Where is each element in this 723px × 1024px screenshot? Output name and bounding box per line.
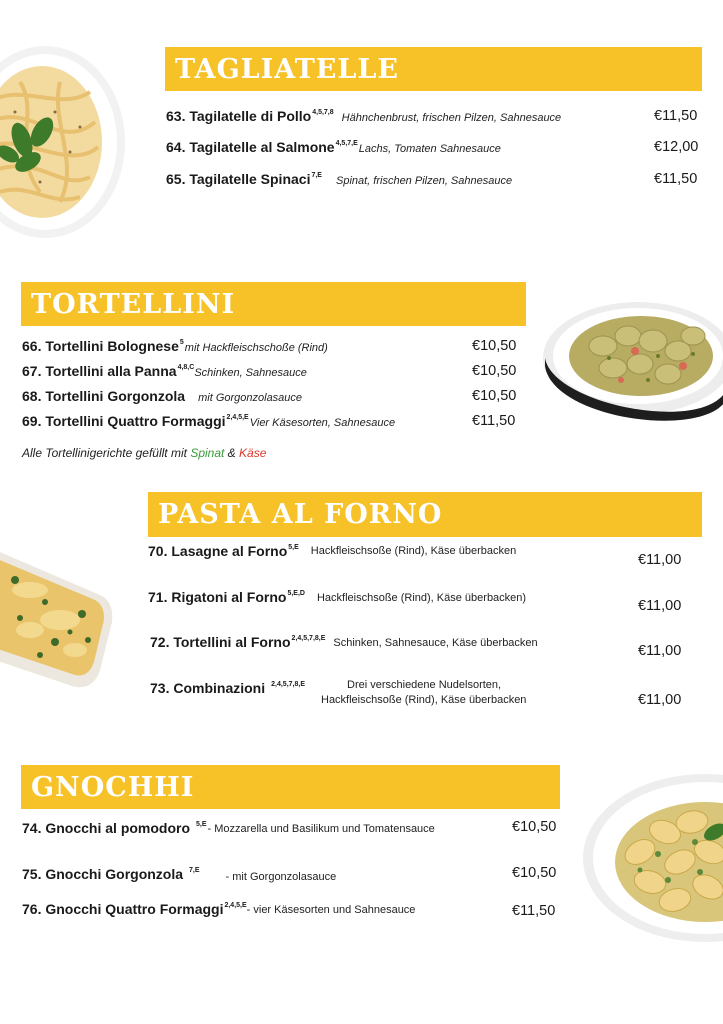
price-67: €10,50	[472, 363, 517, 379]
note-ampersand: &	[224, 446, 240, 460]
allergen-codes: 7,E	[311, 172, 322, 179]
menu-item-69	[22, 413, 395, 431]
allergen-codes: 7,E	[189, 867, 200, 874]
allergen-codes: 4,5,7,E	[335, 140, 358, 147]
item-name: 64. Tagilatelle al Salmone	[166, 139, 335, 155]
allergen-codes: 5	[179, 339, 184, 346]
allergen-codes: 2,4,5,7,8,E	[271, 681, 305, 688]
item-description: Schinken, Sahnesauce, Käse überbacken	[333, 637, 538, 649]
item-name: 76. Gnocchi Quattro Formaggi	[22, 901, 224, 917]
item-name: 70. Lasagne al Forno	[148, 543, 288, 559]
item-description: - Mozzarella und Basilikum und Tomatensauce	[207, 823, 435, 835]
allergen-codes: 5,E	[288, 544, 299, 551]
item-name: 67. Tortellini alla Panna	[22, 363, 177, 379]
item-name: 63. Tagilatelle di Pollo	[166, 108, 312, 124]
tagliatelle-banner	[165, 47, 702, 91]
forno-banner	[148, 492, 702, 537]
item-description: Hackfleischsoße (Rind), Käse überbacken	[310, 545, 517, 557]
price-69: €11,50	[472, 413, 516, 429]
tortellini-title: TORTELLINI	[31, 288, 236, 320]
menu-item-75	[22, 866, 336, 884]
menu-item-72	[150, 634, 538, 652]
allergen-codes: 4,5,7,8	[312, 109, 334, 116]
item-name: 71. Rigatoni al Forno	[148, 589, 287, 605]
menu-item-66	[22, 338, 328, 356]
price-73: €11,00	[638, 692, 682, 708]
menu-item-70	[148, 543, 516, 561]
allergen-codes: 4,8,C	[177, 364, 195, 371]
menu-item-73	[150, 680, 305, 698]
menu-item-64	[166, 139, 501, 157]
menu-item-63	[166, 108, 561, 126]
menu-item-68	[22, 388, 302, 406]
item-name: 74. Gnocchi al pomodoro	[22, 820, 191, 836]
menu-item-65	[166, 171, 512, 189]
item-description-line1: Drei verschiedene Nudelsorten,	[347, 679, 502, 691]
allergen-codes: 5,E	[196, 821, 207, 828]
item-description: mit Gorgonzolasauce	[198, 392, 303, 404]
price-68: €10,50	[472, 388, 517, 404]
allergen-codes: 2,4,5,7,8,E	[291, 635, 326, 642]
item-name: 73. Combinazioni	[150, 680, 266, 696]
gnocchi-banner	[21, 765, 560, 809]
item-description-line2: Hackfleischsoße (Rind), Käse überbacken	[321, 694, 527, 706]
tortellini-filling-note	[22, 446, 266, 460]
allergen-codes: 2,4,5,E	[226, 414, 249, 421]
item-description: - vier Käsesorten und Sahnesauce	[246, 904, 416, 916]
item-description: Lachs, Tomaten Sahnesauce	[358, 143, 501, 155]
allergen-codes: 2,4,5,E	[224, 902, 247, 909]
allergen-codes: 5,E,D	[287, 590, 305, 597]
item-description: Hähnchenbrust, frischen Pilzen, Sahnesauce	[341, 112, 562, 124]
item-name: 68. Tortellini Gorgonzola	[22, 388, 186, 404]
tortellini-banner	[21, 282, 526, 326]
price-66: €10,50	[472, 338, 517, 354]
item-description: - mit Gorgonzolasauce	[225, 871, 337, 883]
note-spinach: Spinat	[190, 446, 225, 460]
item-description: Hackfleischsoße (Rind), Käse überbacken)	[316, 592, 527, 604]
price-64: €12,00	[654, 139, 699, 155]
item-name: 65. Tagilatelle Spinaci	[166, 171, 311, 187]
price-75: €10,50	[512, 865, 557, 881]
item-name: 69. Tortellini Quattro Formaggi	[22, 413, 226, 429]
price-72: €11,00	[638, 643, 682, 659]
tagliatelle-title: TAGLIATELLE	[175, 53, 399, 85]
item-description: Vier Käsesorten, Sahnesauce	[249, 417, 396, 429]
menu-item-76	[22, 901, 415, 919]
tagliatelle-dish-image	[0, 42, 128, 242]
item-description: Schinken, Sahnesauce	[194, 367, 307, 379]
item-name: 75. Gnocchi Gorgonzola	[22, 866, 184, 882]
menu-item-74	[22, 820, 435, 838]
menu-item-67	[22, 363, 307, 381]
price-74: €10,50	[512, 819, 557, 835]
item-name: 66. Tortellini Bolognese	[22, 338, 179, 354]
item-name: 72. Tortellini al Forno	[150, 634, 291, 650]
note-text: Alle Tortellinigerichte gefüllt mit	[22, 446, 191, 460]
price-76: €11,50	[512, 903, 556, 919]
tortellini-dish-image	[543, 296, 723, 432]
price-71: €11,00	[638, 598, 682, 614]
gnocchi-title: GNOCHHI	[31, 771, 195, 803]
price-70: €11,00	[638, 552, 682, 568]
forno-title: PASTA AL FORNO	[158, 499, 443, 530]
item-description: Spinat, frischen Pilzen, Sahnesauce	[335, 175, 513, 187]
gnocchi-dish-image	[580, 772, 723, 944]
menu-item-71	[148, 589, 526, 607]
lasagne-dish-image	[0, 540, 118, 696]
note-cheese: Käse	[239, 446, 267, 460]
price-63: €11,50	[654, 108, 698, 124]
item-description: mit Hackfleischschoße (Rind)	[184, 342, 328, 354]
price-65: €11,50	[654, 171, 698, 187]
